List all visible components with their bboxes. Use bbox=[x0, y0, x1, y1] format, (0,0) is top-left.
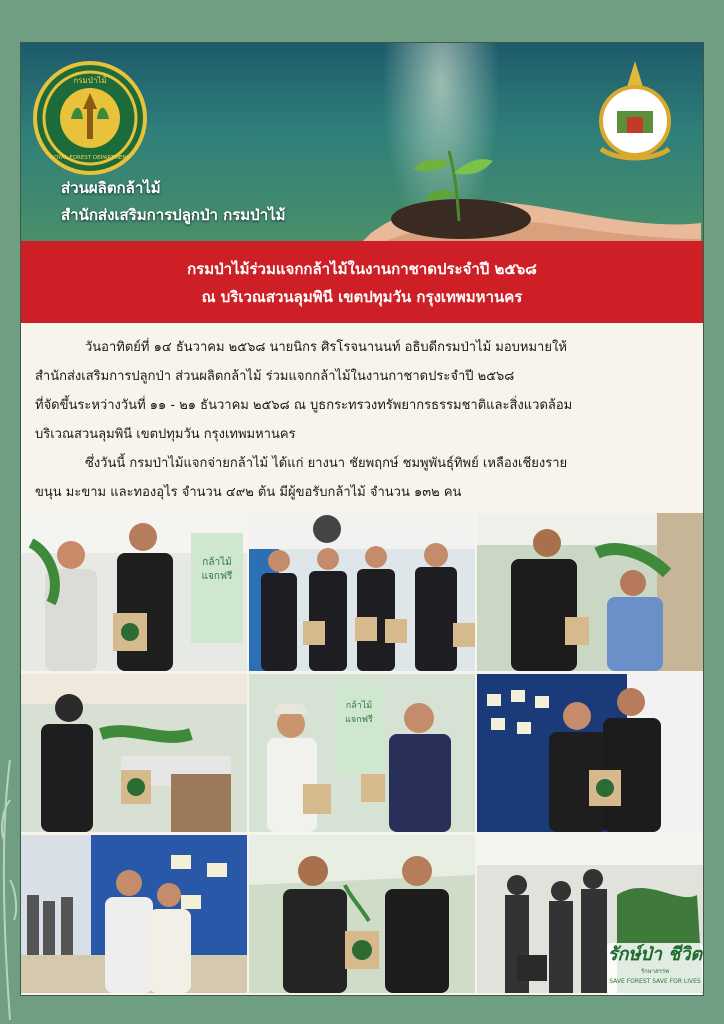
event-photo bbox=[249, 674, 475, 832]
event-photo bbox=[249, 835, 475, 993]
body-line: ขนุน มะขาม และทองอุไร จำนวน ๔๙๒ ต้น มีผู้ขอรับกล้าไม้ จำนวน ๑๓๒ คน bbox=[35, 485, 462, 500]
brand-tagline: SAVE FOREST SAVE FOR LIVES bbox=[609, 978, 701, 985]
office-name: สำนักส่งเสริมการปลูกป่า กรมป่าไม้ bbox=[61, 206, 286, 224]
title-bar bbox=[21, 241, 703, 323]
event-photo bbox=[477, 674, 703, 832]
header-department-text bbox=[61, 175, 286, 229]
svg-text:แจกฟรี: แจกฟรี bbox=[201, 571, 233, 582]
event-photo bbox=[21, 835, 247, 993]
svg-text:แจกฟรี: แจกฟรี bbox=[345, 715, 373, 725]
division-name: ส่วนผลิตกล้าไม้ bbox=[61, 179, 161, 197]
body-line: ซึ่งวันนี้ กรมป่าไม้แจกจ่ายกล้าไม้ ได้แก่ ยางนา ชัยพฤกษ์ ชมพูพันธุ์ทิพย์ เหลืองเชียงราย bbox=[85, 456, 568, 471]
poster bbox=[20, 42, 704, 996]
event-photo bbox=[477, 513, 703, 671]
svg-text:ROYAL FOREST DEPARTMENT: ROYAL FOREST DEPARTMENT bbox=[50, 155, 130, 161]
body-line: วันอาทิตย์ที่ ๑๔ ธันวาคม ๒๕๖๘ นายนิกร ศิรโรจนานนท์ อธิบดีกรมป่าไม้ มอบหมายให้ bbox=[85, 340, 567, 355]
body-line: ที่จัดขึ้นระหว่างวันที่ ๑๑ - ๒๑ ธันวาคม ๒๕๖๘ ณ บูธกระทรวงทรัพยากรธรรมชาติและสิ่งแวดล้อม bbox=[35, 398, 573, 413]
svg-text:กล้าไม้: กล้าไม้ bbox=[345, 701, 373, 711]
svg-text:กล้าไม้: กล้าไม้ bbox=[202, 557, 232, 568]
body-line: สำนักส่งเสริมการปลูกป่า ส่วนผลิตกล้าไม้ ร่วมแจกกล้าไม้ในงานกาชาดประจำปี ๒๕๖๘ bbox=[35, 369, 515, 384]
title-line-2: ณ บริเวณสวนลุมพินี เขตปทุมวัน กรุงเทพมหานคร bbox=[201, 288, 523, 306]
photo-grid bbox=[21, 513, 703, 995]
brand-name: รักษ์ป่า ชีวิต bbox=[607, 944, 703, 965]
royal-forest-department-logo bbox=[33, 61, 147, 175]
news-body bbox=[21, 323, 703, 511]
ministry-emblem-logo bbox=[587, 57, 683, 167]
title-line-1: กรมป่าไม้ร่วมแจกกล้าไม้ในงานกาชาดประจำปี ๒๕๖๘ bbox=[187, 260, 537, 278]
poster-header bbox=[21, 43, 703, 241]
event-photo bbox=[21, 674, 247, 832]
svg-text:กรมป่าไม้: กรมป่าไม้ bbox=[73, 76, 107, 85]
event-photo bbox=[249, 513, 475, 671]
save-forest-brand-logo bbox=[607, 943, 703, 995]
brand-sub: รักษาสรรพ bbox=[640, 968, 670, 975]
decorative-leaf-icon bbox=[0, 760, 20, 1020]
body-line: บริเวณสวนลุมพินี เขตปทุมวัน กรุงเทพมหานคร bbox=[35, 427, 296, 442]
event-photo bbox=[21, 513, 247, 671]
